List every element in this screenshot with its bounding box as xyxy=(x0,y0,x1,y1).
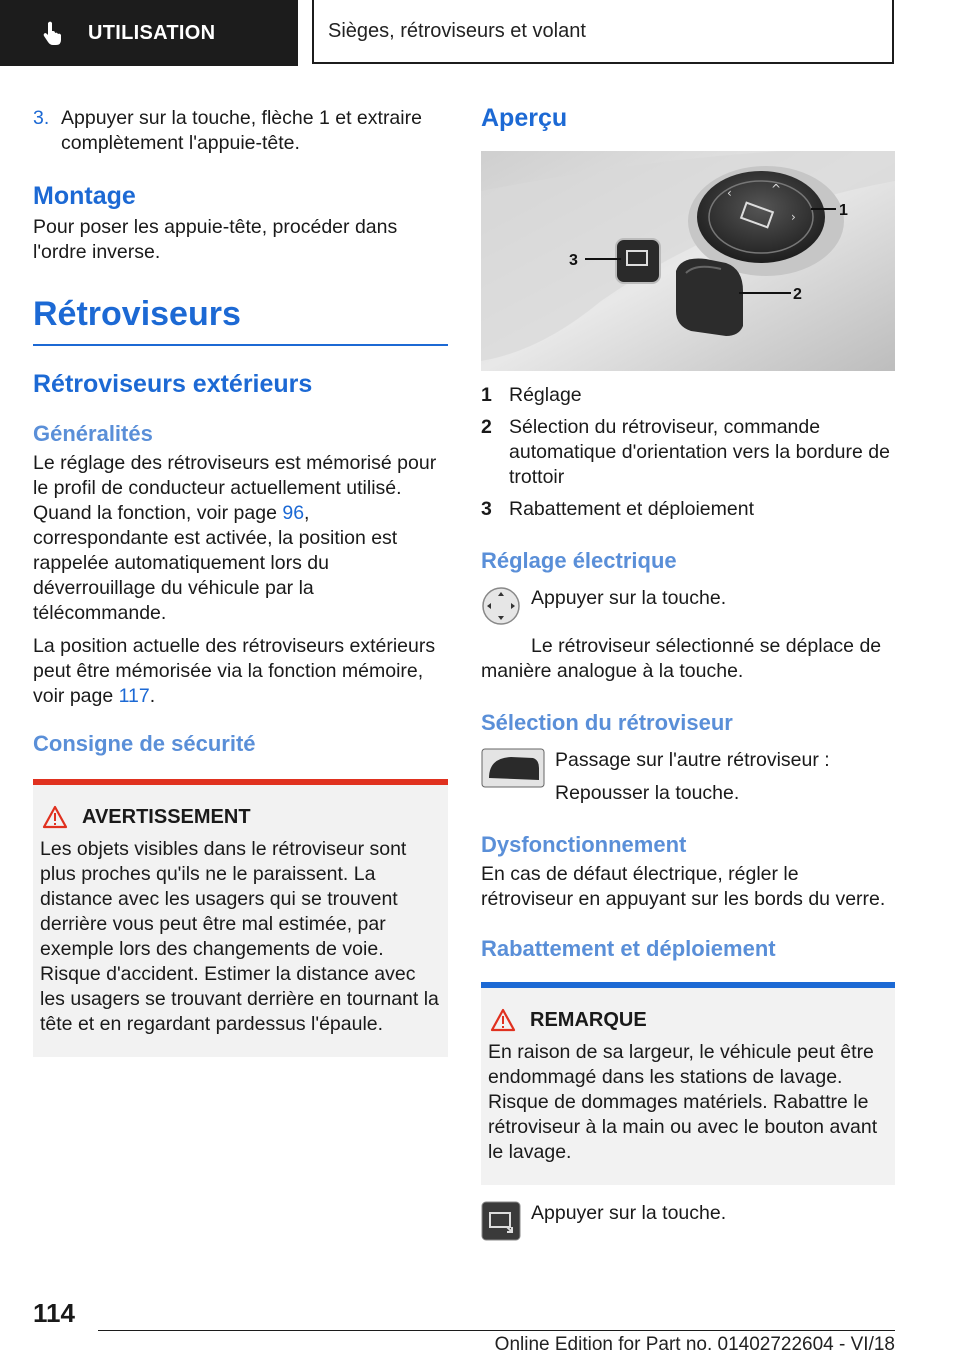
step-text: Appuyer sur la touche, flèche 1 et extraire complètement l'appuie-tête. xyxy=(61,107,422,154)
chapter-tab[interactable] xyxy=(0,0,298,66)
legend xyxy=(481,383,895,522)
notice-box xyxy=(481,982,895,1185)
overview-heading: Aperçu xyxy=(481,104,568,132)
montage-heading: Montage xyxy=(33,182,136,210)
mirror-select-line-1: Passage sur l'autre rétroviseur : xyxy=(555,749,830,771)
general-text-part: , correspondante est activée, la position est rappelée automatiquement lors du déverrouillage du véhicule par la télécommande. xyxy=(33,502,398,624)
fold-press-row xyxy=(481,1201,895,1241)
legend-item xyxy=(481,383,895,408)
general-heading: Généralités xyxy=(33,421,153,446)
legend-number: 1 xyxy=(481,384,492,406)
warning-label: AVERTISSEMENT xyxy=(82,805,251,828)
step-item xyxy=(33,106,448,156)
electric-adjust-heading: Réglage électrique xyxy=(481,548,677,573)
general-text-part: La position actuelle des rétroviseurs extérieurs peut être mémorisée via la fonction mémoire, voir page xyxy=(33,635,436,707)
mirror-select-row xyxy=(481,748,895,806)
montage-text: Pour poser les appuie-tête, procéder dans l'ordre inverse. xyxy=(33,216,398,263)
warning-triangle-icon xyxy=(42,805,68,829)
mirror-select-line-2: Repousser la touche. xyxy=(555,782,740,804)
exterior-mirrors-heading: Rétroviseurs extérieurs xyxy=(33,370,313,398)
left-column xyxy=(33,96,448,1057)
section-tab[interactable] xyxy=(312,0,894,64)
section-title: Sièges, rétroviseurs et volant xyxy=(328,19,586,42)
fold-heading: Rabattement et déploiement xyxy=(481,936,776,961)
top-bar xyxy=(0,0,960,66)
warning-title xyxy=(40,785,441,829)
callout-1: 1 xyxy=(839,202,848,219)
general-text-part: . xyxy=(149,685,156,707)
mirror-select-icon xyxy=(481,748,545,788)
fold-button xyxy=(616,239,660,283)
page-link-96[interactable]: 96 xyxy=(282,502,305,524)
callout-3: 3 xyxy=(569,252,578,269)
fold-press-text: Appuyer sur la touche. xyxy=(531,1202,727,1224)
safety-heading: Consigne de sécurité xyxy=(33,731,256,756)
legend-text: Réglage xyxy=(509,384,582,406)
warning-triangle-icon xyxy=(490,1008,516,1032)
legend-item xyxy=(481,415,895,490)
svg-text:^: ^ xyxy=(771,182,782,196)
adjust-knob xyxy=(697,171,825,263)
notice-title xyxy=(488,988,888,1032)
general-paragraph-2 xyxy=(33,634,448,709)
footer-rule xyxy=(98,1330,895,1331)
warning-box xyxy=(33,779,448,1057)
mirror-select-heading: Sélection du rétroviseur xyxy=(481,710,733,735)
svg-text:‹: ‹ xyxy=(727,186,732,200)
step-number: 3. xyxy=(33,107,50,129)
legend-number: 2 xyxy=(481,416,492,438)
hand-pointer-icon xyxy=(40,20,66,46)
legend-item xyxy=(481,497,895,522)
page-link-117[interactable]: 117 xyxy=(118,685,150,707)
page-number: 114 xyxy=(33,1298,75,1328)
footer-edition: Online Edition for Part no. 01402722604 - VI/18 xyxy=(494,1334,895,1355)
electric-adjust-line-1: Appuyer sur la touche. xyxy=(531,587,727,609)
malfunction-text: En cas de défaut électrique, régler le rétroviseur en appuyant sur les bords du verre. xyxy=(481,863,886,910)
electric-adjust-row xyxy=(481,586,895,626)
general-paragraph-1 xyxy=(33,451,448,626)
legend-text: Rabattement et déploiement xyxy=(509,498,754,520)
fold-mirror-icon xyxy=(481,1201,521,1241)
legend-number: 3 xyxy=(481,498,492,520)
callout-2: 2 xyxy=(793,286,802,303)
notice-text: En raison de sa largeur, le véhicule peut être endommagé dans les stations de lavage. Risque de dommages matériels. Rabattre le rétroviseur à la main ou avec le bouton avant le lavage. xyxy=(488,1041,878,1163)
mirror-controls-photo xyxy=(481,151,895,371)
mirror-adjust-icon xyxy=(481,586,521,626)
heading-rule xyxy=(33,344,448,346)
notice-label: REMARQUE xyxy=(530,1008,647,1031)
warning-text: Les objets visibles dans le rétroviseur sont plus proches qu'ils ne le paraissent. La distance avec les usagers qui se trouvent derrière vous peut être mal estimée, par exemple lors des changements de voie. Risque d'accident. Estimer la distance avec les usagers se trouvant derrière en tournant la tête et en regardant pardessus l'épaule. xyxy=(40,838,439,1035)
svg-text:›: › xyxy=(791,210,796,224)
select-toggle xyxy=(676,259,743,337)
chapter-heading: Rétroviseurs xyxy=(33,295,241,333)
general-text-part: Le réglage des rétroviseurs est mémorisé pour le profil de conducteur actuellement utilisé. Quand la fonction, voir page xyxy=(33,452,437,524)
electric-adjust-line-2: Le rétroviseur sélectionné se déplace de manière analogue à la touche. xyxy=(481,635,882,682)
right-column xyxy=(481,96,895,1241)
legend-text: Sélection du rétroviseur, commande automatique d'orientation vers la bordure de trottoir xyxy=(509,416,890,488)
malfunction-heading: Dysfonctionnement xyxy=(481,832,687,857)
chapter-label: UTILISATION xyxy=(88,21,216,44)
